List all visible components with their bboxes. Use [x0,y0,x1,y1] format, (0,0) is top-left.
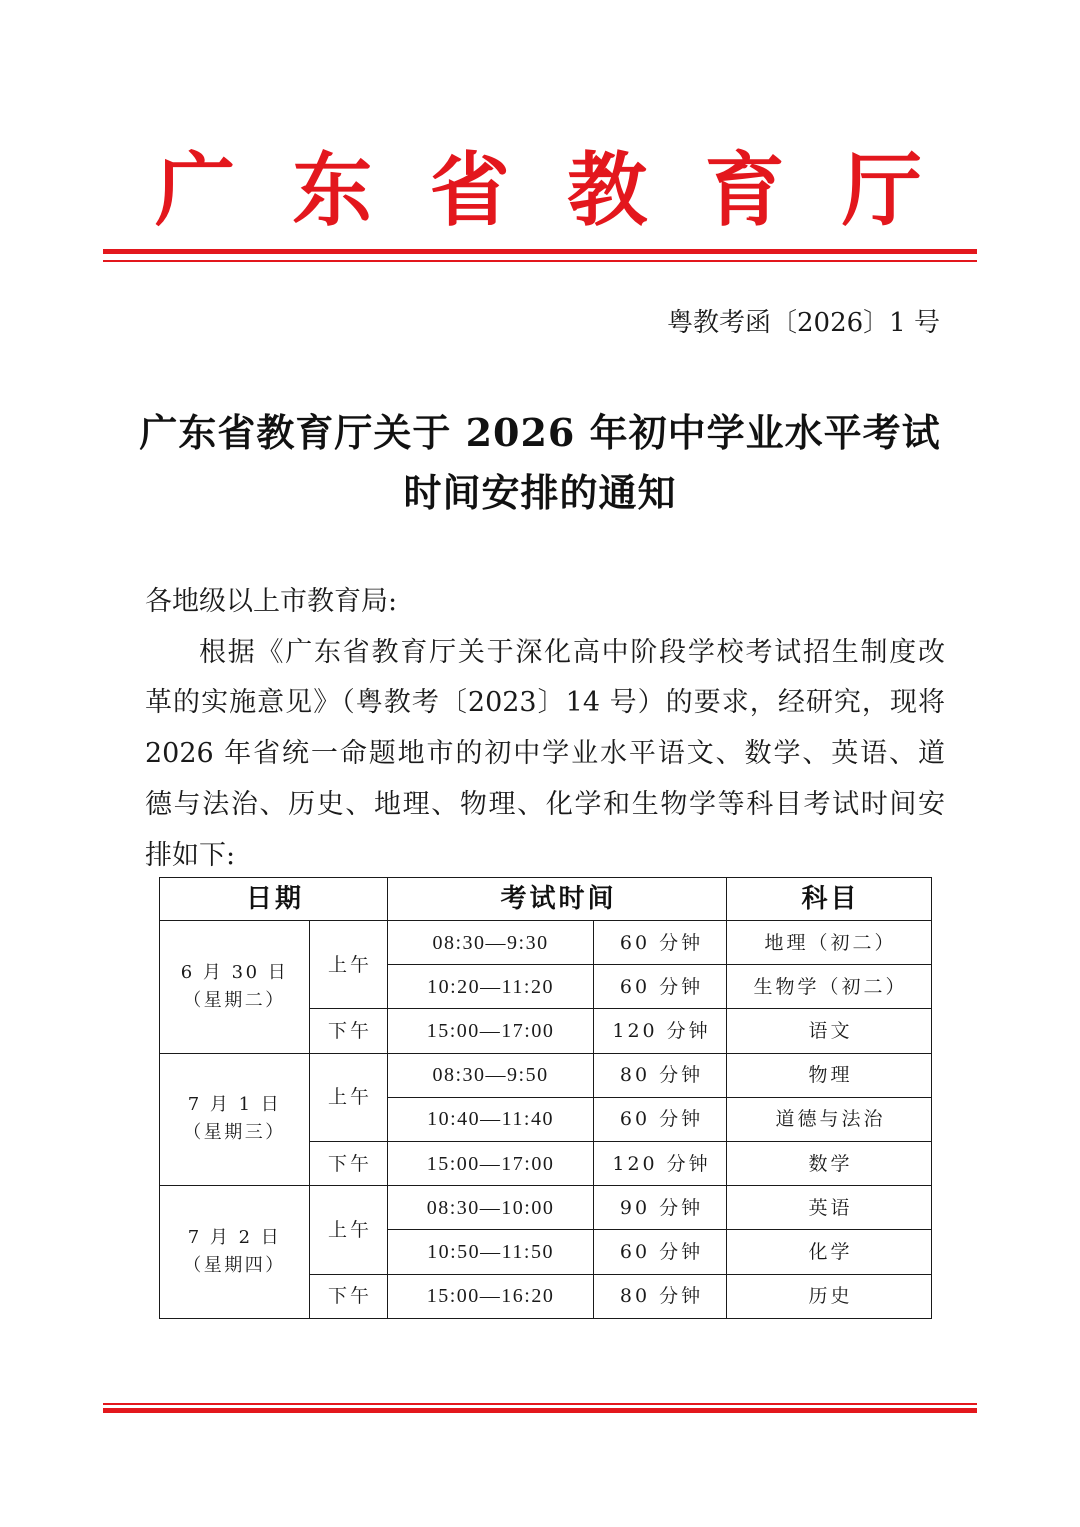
exam-duration: 60 分钟 [594,965,727,1009]
table-row [160,921,932,965]
period-morning: 上午 [310,1053,388,1141]
exam-duration: 90 分钟 [594,1186,727,1230]
body-line: 德与法治、历史、地理、物理、化学和生物学等科目考试时间安 [145,788,945,820]
letterhead-org-name: 广东省教育厅 [155,143,922,237]
period-morning: 上午 [310,921,388,1009]
exam-subject: 数学 [727,1141,932,1185]
table-row [160,1053,932,1097]
weekday-label: （星期四） [183,1254,286,1276]
document-body [145,577,945,881]
body-line: 排如下: [145,839,236,871]
header-subject: 科目 [727,878,932,921]
exam-subject: 物理 [727,1053,932,1097]
exam-duration: 60 分钟 [594,1230,727,1274]
body-line: 2026 年省统一命题地市的初中学业水平语文、数学、英语、道 [145,738,945,770]
exam-subject: 历史 [727,1274,932,1318]
weekday-label: （星期三） [183,1122,286,1144]
exam-duration: 120 分钟 [594,1141,727,1185]
title-line: 时间安排的通知 [403,470,677,515]
exam-time: 10:50—11:50 [388,1230,594,1274]
period-afternoon: 下午 [310,1141,388,1185]
table-header-row [160,878,932,921]
date-label: 6 月 30 日 [180,961,289,983]
footer-divider-thick [103,1408,977,1413]
exam-time: 15:00—17:00 [388,1009,594,1053]
exam-time: 08:30—10:00 [388,1186,594,1230]
body-line: 革的实施意见》（粤教考〔2023〕14 号）的要求，经研究，现将 [145,687,945,719]
exam-duration: 60 分钟 [594,1097,727,1141]
exam-duration: 80 分钟 [594,1274,727,1318]
exam-subject: 语文 [727,1009,932,1053]
exam-time: 08:30—9:50 [388,1053,594,1097]
exam-duration: 60 分钟 [594,921,727,965]
period-morning: 上午 [310,1186,388,1274]
exam-time: 10:20—11:20 [388,965,594,1009]
date-cell [160,921,310,1054]
header-date: 日期 [160,878,388,921]
header-exam-time: 考试时间 [388,878,727,921]
exam-subject: 英语 [727,1186,932,1230]
document-number: 粤教考函〔2026〕1 号 [667,308,940,338]
date-label: 7 月 2 日 [187,1226,282,1248]
exam-time: 15:00—17:00 [388,1141,594,1185]
letterhead-divider-thick [103,249,977,254]
exam-subject: 道德与法治 [727,1097,932,1141]
table-row [160,1186,932,1230]
exam-subject: 化学 [727,1230,932,1274]
exam-subject: 地理（初二） [727,921,932,965]
footer-divider-thin [103,1403,977,1405]
exam-time: 15:00—16:20 [388,1274,594,1318]
body-line: 根据《广东省教育厅关于深化高中阶段学校考试招生制度改 [199,636,945,668]
document-title [100,403,980,523]
title-line: 广东省教育厅关于 2026 年初中学业水平考试 [139,410,941,455]
exam-duration: 80 分钟 [594,1053,727,1097]
period-afternoon: 下午 [310,1274,388,1318]
salutation: 各地级以上市教育局: [145,586,398,617]
exam-time: 10:40—11:40 [388,1097,594,1141]
letterhead-divider-thin [103,260,977,262]
exam-time: 08:30—9:30 [388,921,594,965]
exam-duration: 120 分钟 [594,1009,727,1053]
period-afternoon: 下午 [310,1009,388,1053]
date-cell [160,1053,310,1186]
exam-schedule-table [159,877,932,1319]
date-cell [160,1186,310,1319]
exam-subject: 生物学（初二） [727,965,932,1009]
date-label: 7 月 1 日 [187,1094,282,1116]
weekday-label: （星期二） [183,989,286,1011]
